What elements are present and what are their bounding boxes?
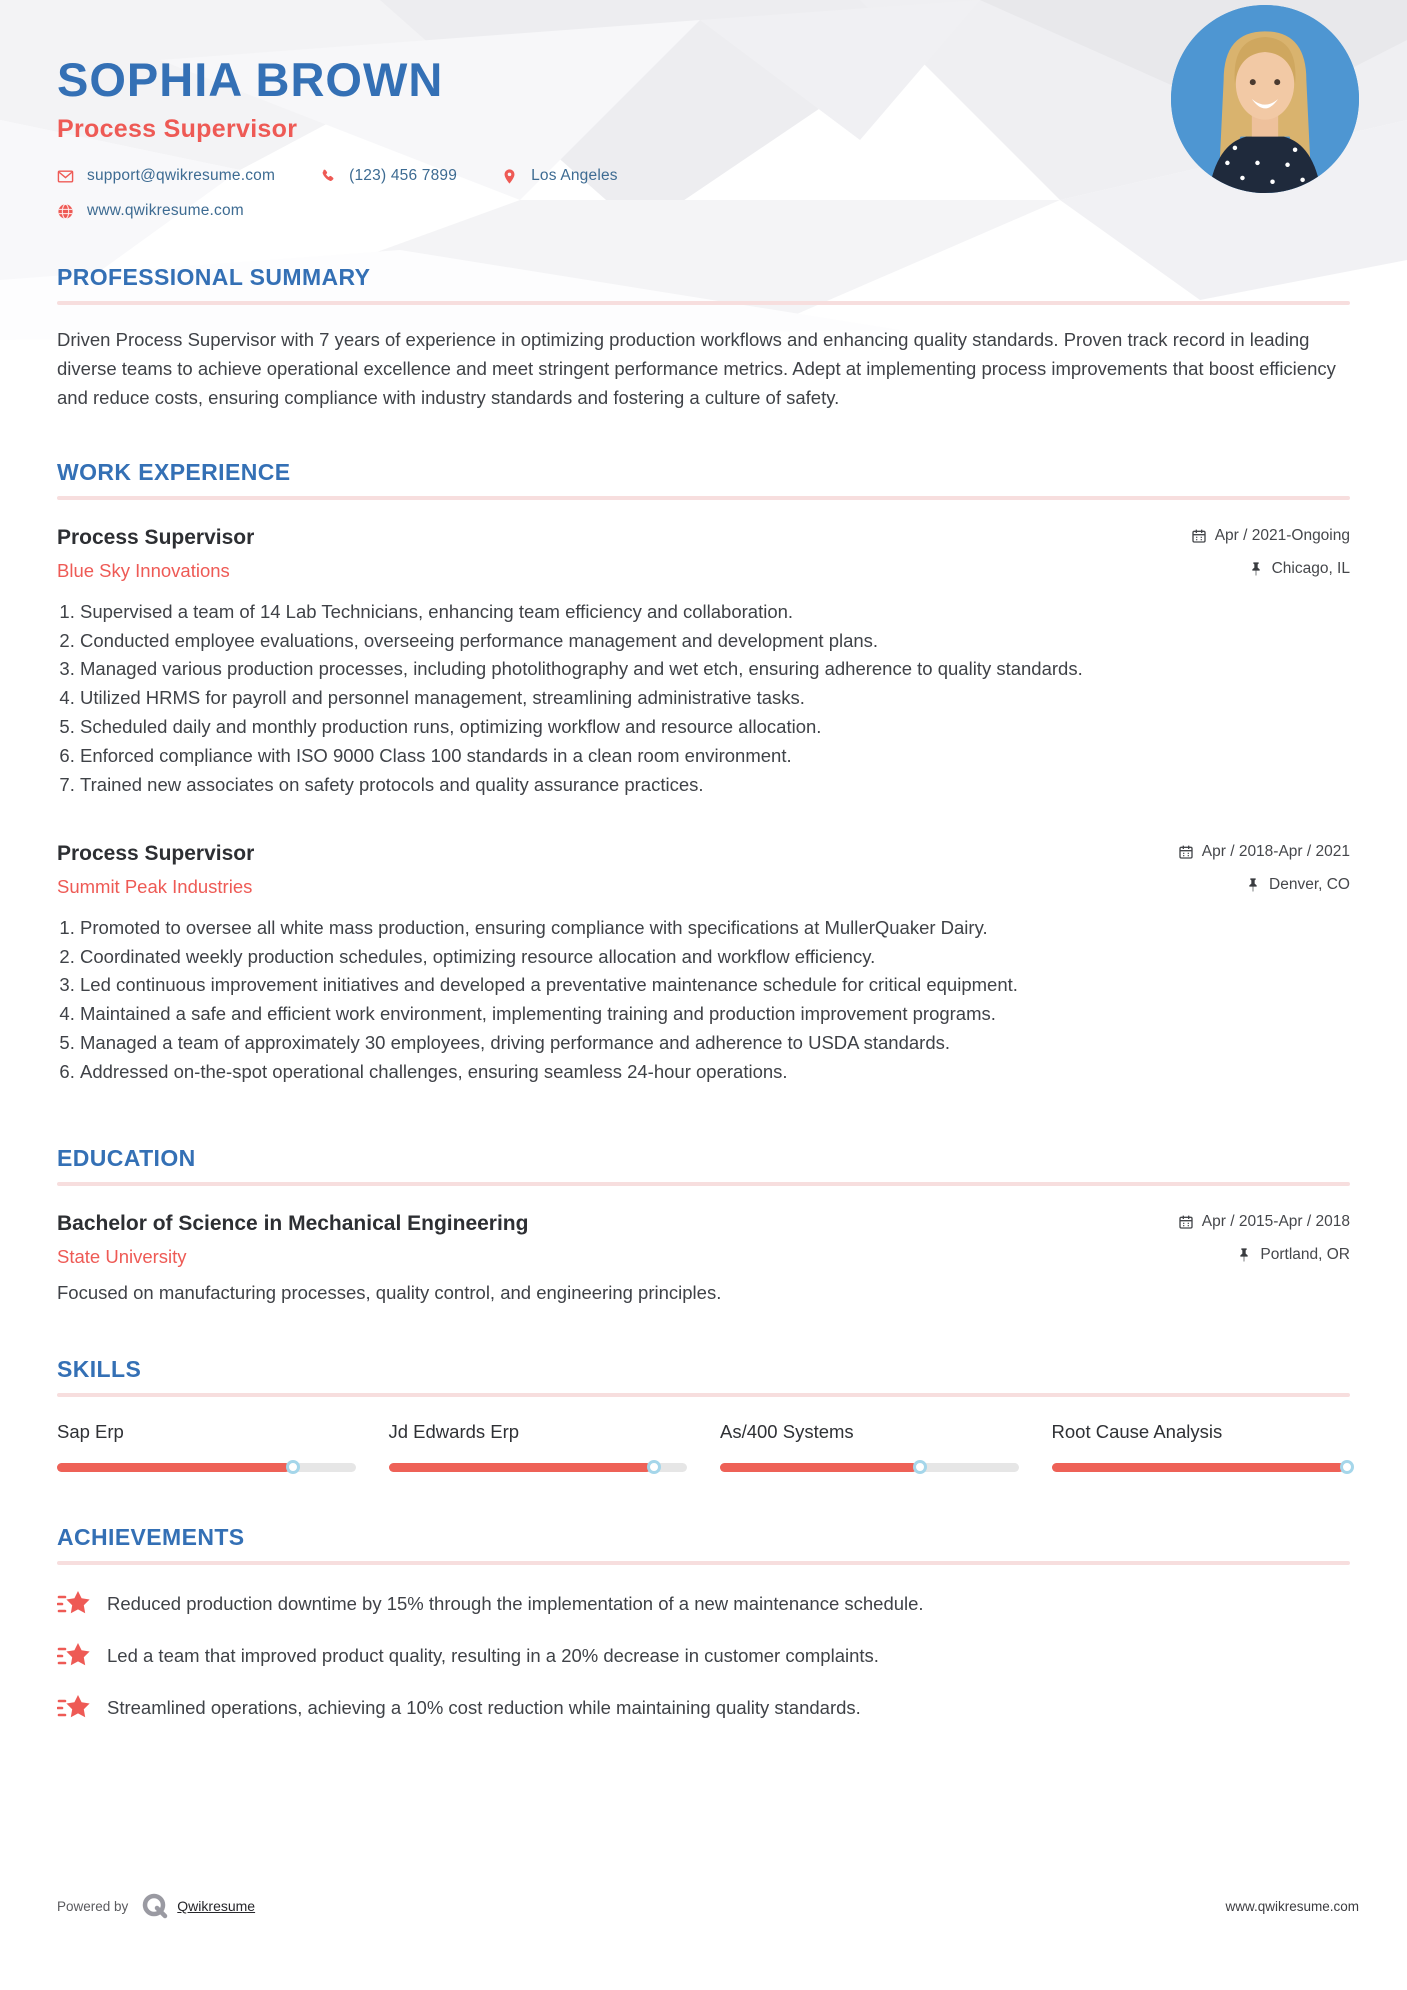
education-description: Focused on manufacturing processes, quality control, and engineering principles.: [57, 1281, 722, 1303]
achievement-list: [57, 1589, 1350, 1723]
pushpin-icon: [1245, 877, 1261, 893]
pushpin-icon: [1248, 561, 1264, 577]
education-entry: [57, 1212, 1350, 1304]
person-name: SOPHIA BROWN: [57, 53, 444, 106]
achievement-item: [57, 1589, 1350, 1619]
achievement-item: [57, 1641, 1350, 1671]
section-divider: [57, 301, 1350, 305]
education-school: State University: [57, 1245, 187, 1267]
contact-row-1: [57, 167, 1350, 185]
section-divider: [57, 1393, 1350, 1397]
section-divider: [57, 1561, 1350, 1565]
achievement-item: [57, 1693, 1350, 1723]
skill-item: [1052, 1421, 1351, 1472]
job-location: Denver, CO: [1245, 876, 1350, 894]
job-bullet-list: [57, 914, 1350, 1087]
job-bullet: 3. Managed various production processes, including photolithography and wet etch, ensuring adherence to quality standards.: [80, 655, 1350, 684]
skill-slider-knob[interactable]: [1340, 1460, 1354, 1474]
contact-email[interactable]: [57, 167, 275, 185]
skill-slider-knob[interactable]: [647, 1460, 661, 1474]
pushpin-icon: [1236, 1247, 1252, 1263]
contact-location-label: Los Angeles: [531, 167, 618, 184]
job-company: Summit Peak Industries: [57, 875, 253, 897]
skill-item: [389, 1421, 688, 1472]
section-divider: [57, 1182, 1350, 1186]
skill-item: [720, 1421, 1019, 1472]
section-heading-skills: SKILLS: [57, 1355, 142, 1382]
contact-email-label: support@qwikresume.com: [87, 167, 276, 184]
skill-slider[interactable]: [720, 1463, 1019, 1472]
achievement-text: Led a team that improved product quality, resulting in a 20% decrease in customer complaints.: [107, 1644, 879, 1666]
skill-item: [57, 1421, 356, 1472]
skill-label: Sap Erp: [57, 1420, 124, 1442]
section-heading-achievements: ACHIEVEMENTS: [57, 1523, 245, 1550]
profile-photo: [1171, 5, 1359, 193]
calendar-icon: [1178, 1214, 1194, 1230]
qwikresume-link[interactable]: Qwikresume: [177, 1898, 256, 1914]
qwikresume-logo-icon: [142, 1893, 168, 1919]
skill-slider-knob[interactable]: [913, 1460, 927, 1474]
job-bullet: 4. Maintained a safe and efficient work environment, implementing training and production improvement programs.: [80, 1000, 1350, 1029]
skill-slider[interactable]: [389, 1463, 688, 1472]
skills-grid: [57, 1421, 1350, 1472]
handset-icon: [319, 168, 336, 185]
job-bullet: 6. Enforced compliance with ISO 9000 Class 100 standards in a clean room environment.: [80, 742, 1350, 771]
job-bullet: 2. Conducted employee evaluations, overseeing performance management and development plans.: [80, 627, 1350, 656]
job-bullet: 3. Led continuous improvement initiatives and developed a preventative maintenance schedule for critical equipment.: [80, 971, 1350, 1000]
contact-row-2: [57, 202, 1350, 220]
job-company: Blue Sky Innovations: [57, 559, 230, 581]
achievement-text: Reduced production downtime by 15% through the implementation of a new maintenance schedule.: [107, 1592, 924, 1614]
education-date: Apr / 2015-Apr / 2018: [1178, 1213, 1350, 1231]
job-bullet: 5. Scheduled daily and monthly production runs, optimizing workflow and resource allocation.: [80, 713, 1350, 742]
section-skills: [57, 1356, 1350, 1472]
footer: [57, 1893, 1359, 1919]
person-role: Process Supervisor: [57, 115, 298, 143]
section-heading-education: EDUCATION: [57, 1144, 196, 1171]
skill-label: Jd Edwards Erp: [388, 1420, 520, 1442]
shooting-star-icon: [57, 1641, 91, 1671]
skill-slider-fill: [720, 1463, 917, 1472]
job-entry: [57, 526, 1350, 800]
skill-slider-fill: [1052, 1463, 1345, 1472]
skill-label: Root Cause Analysis: [1051, 1420, 1223, 1442]
education-location: Portland, OR: [1236, 1246, 1350, 1264]
achievement-text: Streamlined operations, achieving a 10% cost reduction while maintaining quality standards.: [107, 1696, 861, 1718]
contact-website[interactable]: [57, 202, 244, 220]
job-title: Process Supervisor: [57, 841, 255, 865]
education-degree: Bachelor of Science in Mechanical Engineering: [57, 1211, 529, 1235]
contact-phone-label: (123) 456 7899: [349, 167, 458, 184]
footer-site-url: www.qwikresume.com: [1225, 1898, 1359, 1914]
job-date: Apr / 2018-Apr / 2021: [1178, 843, 1350, 861]
skill-slider-fill: [57, 1463, 290, 1472]
job-bullet: 1. Supervised a team of 14 Lab Technicians, enhancing team efficiency and collaboration.: [80, 598, 1350, 627]
job-title: Process Supervisor: [57, 525, 255, 549]
skill-slider-fill: [389, 1463, 652, 1472]
footer-branding: [57, 1893, 255, 1919]
shooting-star-icon: [57, 1589, 91, 1619]
job-date: Apr / 2021-Ongoing: [1191, 527, 1350, 545]
section-heading-summary: PROFESSIONAL SUMMARY: [57, 264, 371, 290]
shooting-star-icon: [57, 1693, 91, 1723]
job-bullet: 6. Addressed on-the-spot operational challenges, ensuring seamless 24-hour operations.: [80, 1058, 1350, 1087]
job-bullet: 4. Utilized HRMS for payroll and personnel management, streamlining administrative tasks.: [80, 684, 1350, 713]
skill-label: As/400 Systems: [720, 1420, 854, 1442]
job-bullet: 5. Managed a team of approximately 30 employees, driving performance and adherence to USDA standards.: [80, 1029, 1350, 1058]
powered-by-label: Powered by: [57, 1898, 129, 1914]
contact-website-label: www.qwikresume.com: [87, 202, 244, 219]
skill-slider-knob[interactable]: [286, 1460, 300, 1474]
section-heading-work: WORK EXPERIENCE: [57, 458, 291, 485]
calendar-icon: [1178, 844, 1194, 860]
job-bullet-list: [57, 598, 1350, 800]
job-entry: [57, 842, 1350, 1087]
skill-slider[interactable]: [1052, 1463, 1351, 1472]
job-bullet: 2. Coordinated weekly production schedules, optimizing resource allocation and workflow efficiency.: [80, 943, 1350, 972]
section-achievements: [57, 1524, 1350, 1723]
envelope-icon: [57, 168, 74, 185]
job-location: Chicago, IL: [1248, 560, 1350, 578]
summary-text: Driven Process Supervisor with 7 years of experience in optimizing production workflows and enhancing quality standards. Proven track record in leading diverse teams to achieve operational excellence and meet stringent performance metrics. Adept at implementing process improvements that boost efficiency and reduce costs, ensuring compliance with industry standards and fostering a culture of safety.: [57, 329, 1336, 409]
section-divider: [57, 496, 1350, 500]
contact-location: [501, 167, 618, 185]
skill-slider[interactable]: [57, 1463, 356, 1472]
map-pin-icon: [501, 168, 518, 185]
job-bullet: 1. Promoted to oversee all white mass production, ensuring compliance with specifications at MullerQuaker Dairy.: [80, 914, 1350, 943]
job-bullet: 7. Trained new associates on safety protocols and quality assurance practices.: [80, 771, 1350, 800]
section-professional-summary: [57, 264, 1350, 413]
calendar-icon: [1191, 528, 1207, 544]
header: [57, 0, 1350, 220]
section-work-experience: [57, 459, 1350, 1087]
section-education: [57, 1145, 1350, 1304]
contact-phone[interactable]: [319, 167, 457, 185]
globe-icon: [57, 203, 74, 220]
